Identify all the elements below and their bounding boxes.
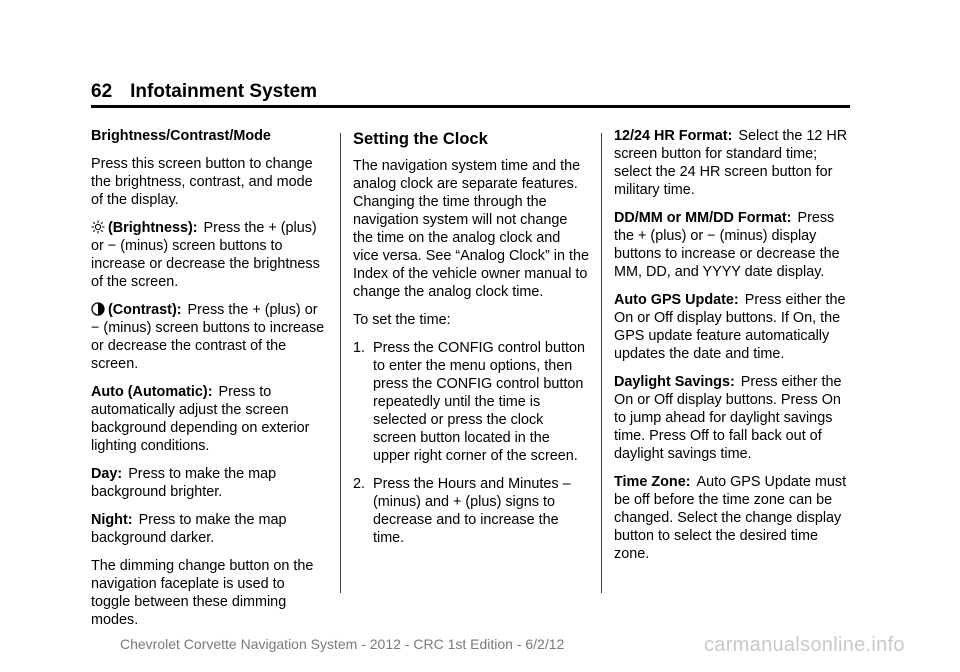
timezone-paragraph: Time Zone: Auto GPS Update must be off before the time zone can be changed. Select the change display button to select the desired time zone.: [614, 474, 847, 562]
closing-paragraph: The dimming change button on the navigation faceplate is used to toggle between these dimming modes.: [91, 558, 314, 628]
gps-paragraph: Auto GPS Update: Press either the On or Off display buttons. If On, the GPS update feature automatically updates the date and time.: [614, 292, 846, 362]
column-middle: [353, 127, 589, 557]
edition-footer: Chevrolet Corvette Navigation System - 2012 - CRC 1st Edition - 6/2/12: [120, 636, 565, 652]
brightness-contrast-mode-heading: Brightness/Contrast/Mode: [91, 128, 271, 144]
page-number: 62: [91, 81, 113, 102]
column-left: [91, 127, 327, 639]
intro-paragraph: Press this screen button to change the brightness, contrast, and mode of the display.: [91, 156, 313, 208]
date-format-paragraph: DD/MM or MM/DD Format: Press the + (plus) or − (minus) display buttons to increase or decrease the MM, DD, and YYYY date display.: [614, 210, 840, 280]
column-divider: [340, 133, 341, 593]
list-item: 1. Press the CONFIG control button to enter the menu options, then press the CONFIG control button repeatedly until the time is selected or press the clock screen button located in the upper right corner of the screen.: [353, 340, 585, 464]
sun-icon: [91, 220, 105, 234]
watermark: carmanualsonline.info: [704, 634, 905, 656]
contrast-paragraph: (Contrast): Press the + (plus) or − (minus) screen buttons to increase or decrease the contrast of the screen.: [91, 302, 325, 372]
setting-clock-heading: Setting the Clock: [353, 130, 488, 148]
night-paragraph: Night: Press to make the map background darker.: [91, 512, 287, 546]
format-paragraph: 12/24 HR Format: Select the 12 HR screen button for standard time; select the 24 HR screen button for military time.: [614, 128, 848, 198]
section-title: Infotainment System: [130, 81, 318, 102]
page-header: [91, 80, 850, 108]
column-right: [614, 127, 854, 573]
column-divider: [601, 133, 602, 593]
steps-list: [353, 339, 589, 547]
auto-paragraph: Auto (Automatic): Press to automatically adjust the screen background depending on exterior lighting conditions.: [91, 384, 310, 454]
clock-intro-paragraph: The navigation system time and the analog clock are separate features. Changing the time through the navigation system will not change the time on the analog clock and vice versa. See “Analog Clock” in the Index of the vehicle owner manual to change the analog clock time.: [353, 158, 589, 300]
list-item: 2. Press the Hours and Minutes – (minus) and + (plus) signs to decrease and to increase the time.: [353, 476, 571, 546]
day-paragraph: Day: Press to make the map background brighter.: [91, 466, 277, 500]
contrast-icon: [91, 302, 105, 316]
brightness-paragraph: (Brightness): Press the + (plus) or − (minus) screen buttons to increase or decrease the brightness of the screen.: [91, 220, 320, 290]
daylight-paragraph: Daylight Savings: Press either the On or Off display buttons. Press On to jump ahead for daylight savings time. Press Off to fall back out of daylight savings time.: [614, 374, 842, 462]
steps-intro: To set the time:: [353, 312, 451, 328]
